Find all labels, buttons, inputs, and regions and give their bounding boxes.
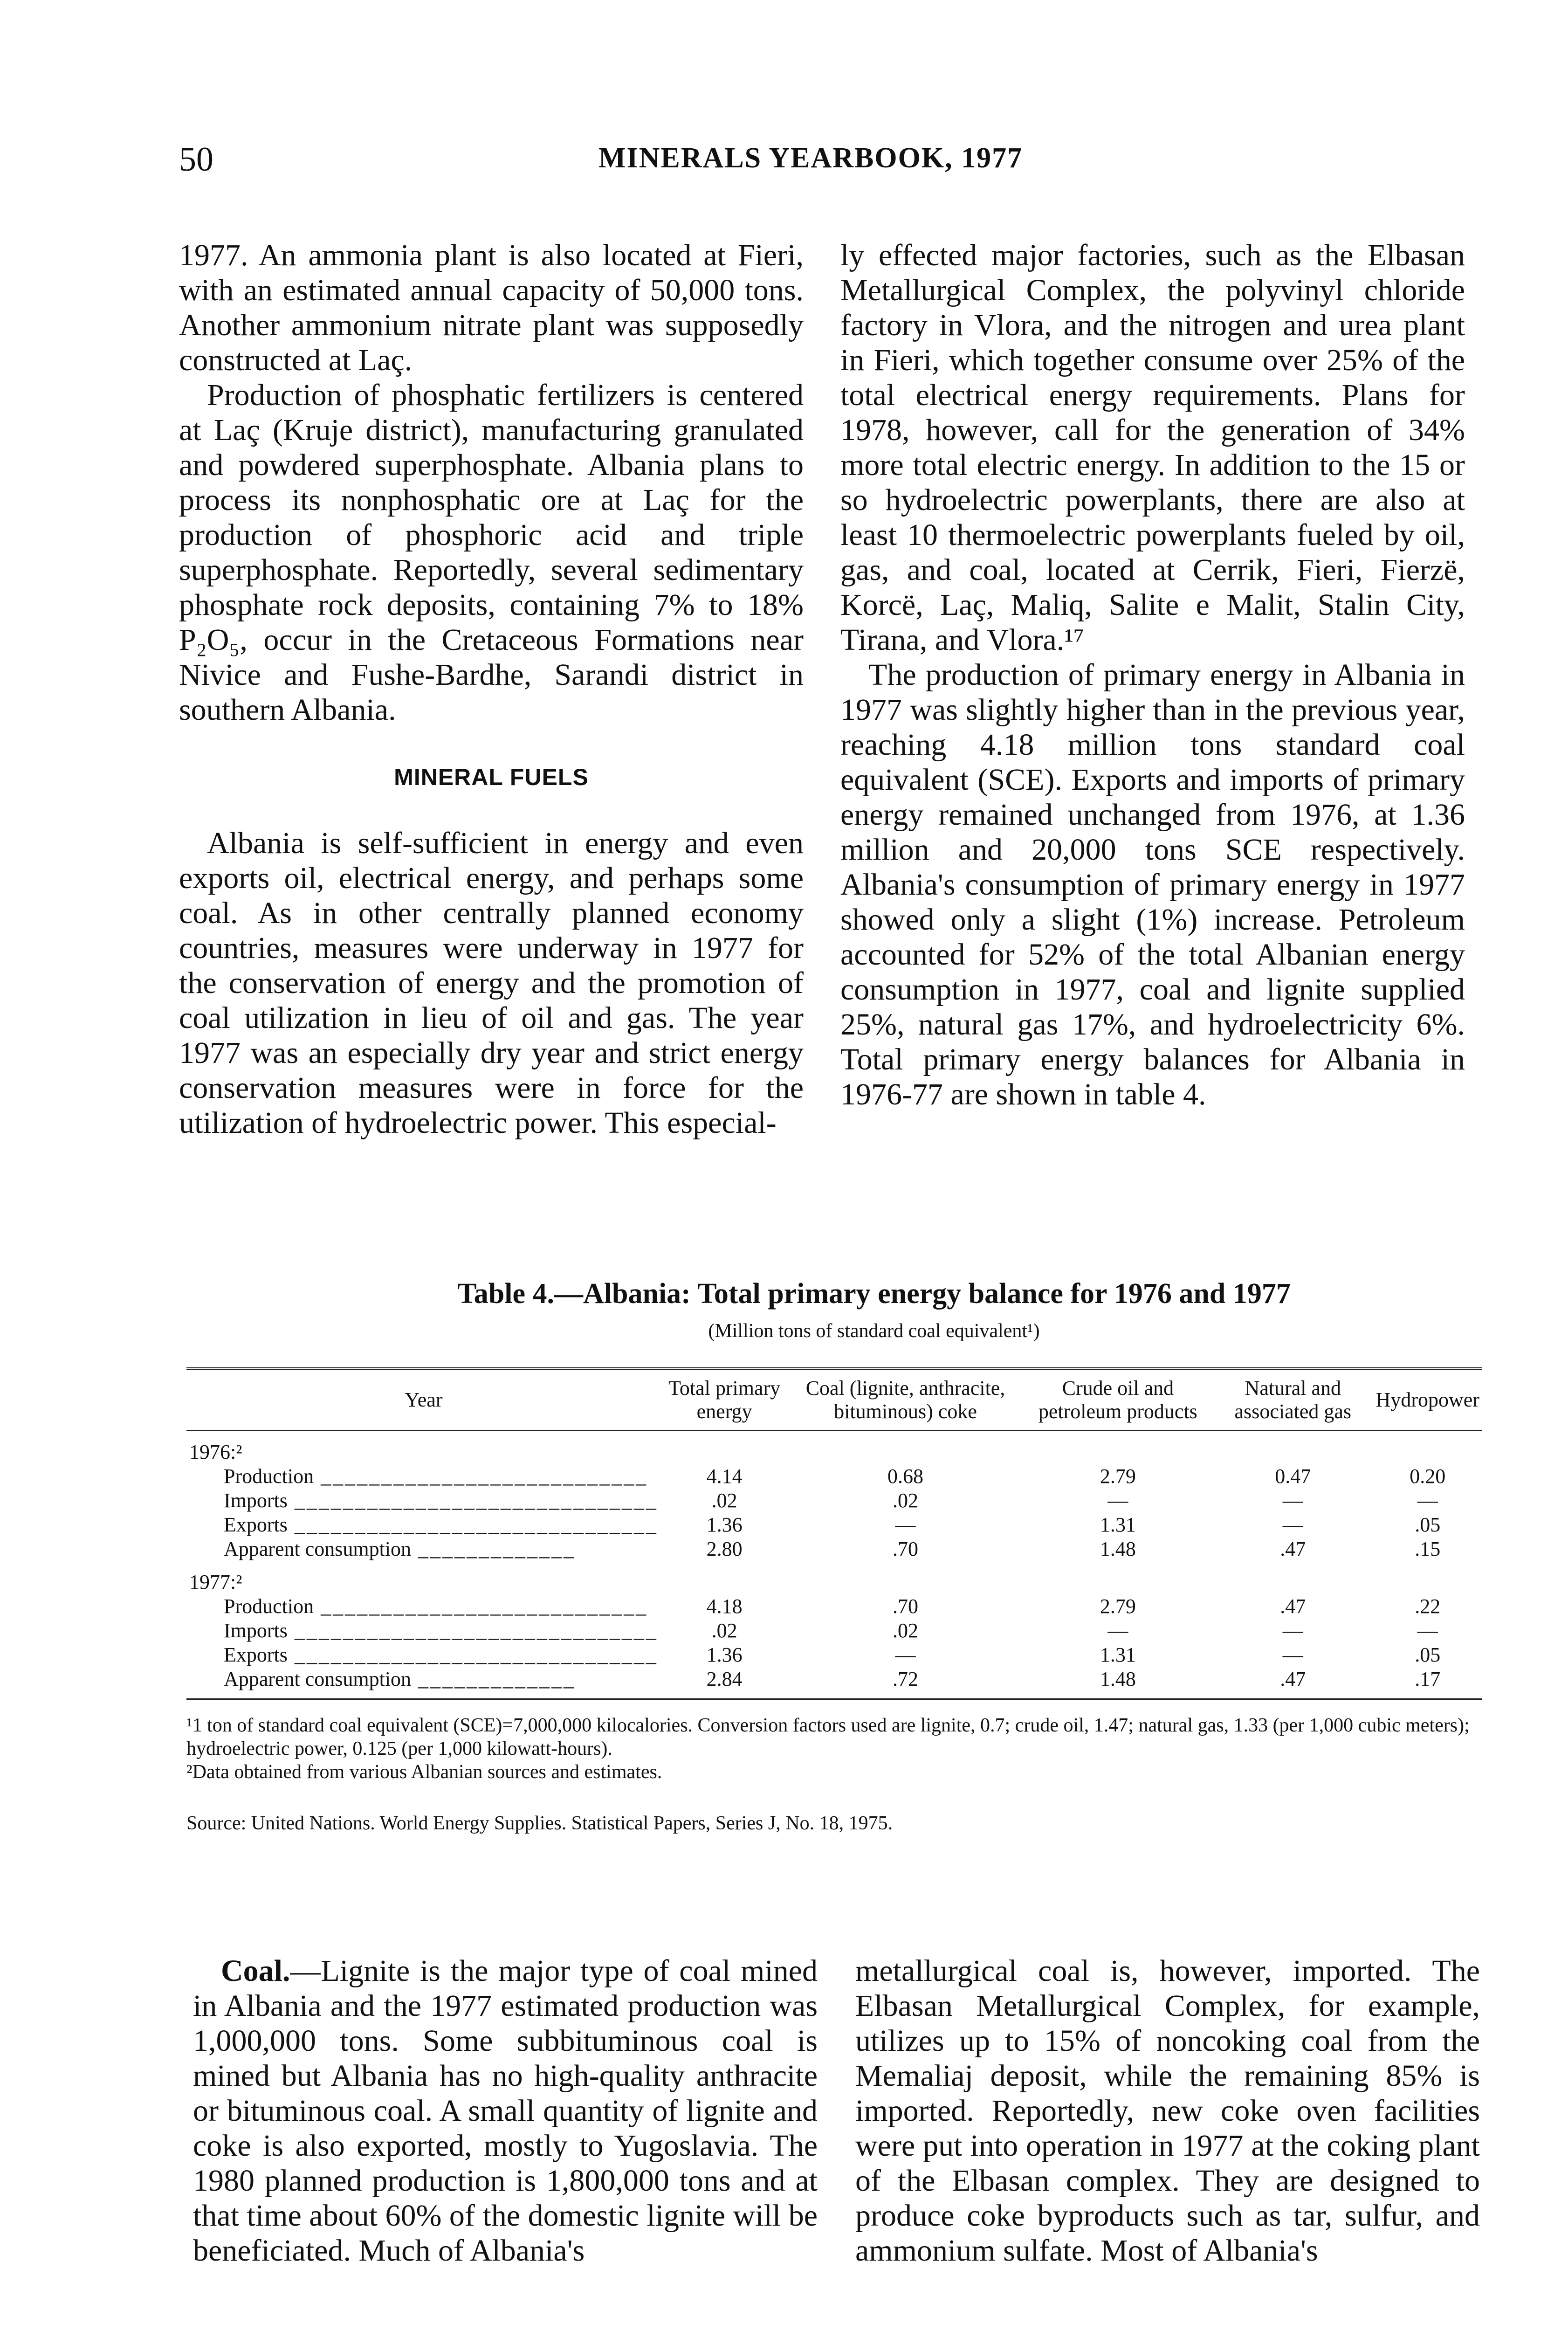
table-source: Source: United Nations. World Energy Supplies. Statistical Papers, Series J, No. 18, 1975. — [186, 1813, 893, 1834]
cell-gas: — — [1282, 1643, 1303, 1666]
cell-coal: .72 — [788, 1667, 1023, 1699]
cell-coal: — — [895, 1643, 916, 1666]
cell-crude: — — [1107, 1489, 1128, 1512]
cell-hydro: 0.20 — [1410, 1465, 1446, 1488]
energy-balance-table-block — [186, 1277, 1482, 1835]
paragraph-ammonia: 1977. An ammonia plant is also located at Fieri, with an estimated annual capacity of 50,000 tons. Another ammonium nitrate plant was supposedly constructed at Laç. — [179, 238, 804, 377]
cell-crude: — — [1107, 1619, 1128, 1642]
cell-hydro: .17 — [1373, 1667, 1482, 1699]
cell-total: .02 — [711, 1619, 737, 1642]
section-heading-mineral-fuels: MINERAL FUELS — [394, 764, 589, 790]
footnote-sce: ¹1 ton of standard coal equivalent (SCE)=7,000,000 kilocalories. Conversion factors used are lignite, 0.7; crude oil, 1.47; natural gas, 1.33 (per 1,000 cubic meters); hydroelectric power, 0.125 (per 1,000 kilowatt-hours). — [186, 1715, 1470, 1759]
cell-total: 2.84 — [661, 1667, 788, 1699]
cell-hydro: .15 — [1415, 1538, 1441, 1560]
cell-coal: .70 — [893, 1595, 919, 1618]
table-row — [186, 1464, 1482, 1489]
cell-gas: .47 — [1280, 1595, 1306, 1618]
table-title: Table 4.—Albania: Total primary energy balance for 1976 and 1977 — [457, 1278, 1291, 1310]
table-row — [186, 1537, 1482, 1561]
cell-hydro: .05 — [1415, 1643, 1441, 1666]
paragraph-coal — [193, 1953, 818, 2268]
cell-coal: 0.68 — [887, 1465, 924, 1488]
table-row — [186, 1594, 1482, 1619]
cell-total: 1.36 — [706, 1643, 743, 1666]
table-subtitle: (Million tons of standard coal equivalent¹) — [708, 1320, 1040, 1342]
cell-gas: .47 — [1213, 1667, 1373, 1699]
cell-total: 1.36 — [706, 1513, 743, 1536]
row-label: Production ___________________________ — [224, 1595, 648, 1618]
cell-total: .02 — [711, 1489, 737, 1512]
row-label: Apparent consumption _____________ — [224, 1538, 576, 1560]
table-group-row — [186, 1561, 1482, 1594]
group-label-1976: 1976:² — [189, 1441, 242, 1463]
cell-total: 4.14 — [706, 1465, 743, 1488]
table-header-row — [186, 1369, 1482, 1431]
cell-gas: — — [1282, 1513, 1303, 1536]
energy-balance-table — [186, 1367, 1482, 1700]
paragraph-major-factories: ly effected major factories, such as the Elbasan Metallurgical Complex, the polyvinyl chloride factory in Vlora, and the nitrogen and urea plant in Fieri, which together consume over 25% of the total electrical energy requirements. Plans for 1978, however, call for the generation of 34% more total electric energy. In addition to the 15 or so hydroelectric powerplants, there are also at least 10 thermoelectric powerplants fueled by oil, gas, and coal, located at Cerrik, Fieri, Fierzë, Korcë, Laç, Maliq, Salite e Malit, Stalin City, Tirana, and Vlora.¹⁷ — [840, 238, 1465, 657]
cell-hydro: — — [1417, 1489, 1438, 1512]
cell-total: 2.80 — [706, 1538, 743, 1560]
table-row — [186, 1619, 1482, 1643]
cell-crude: 1.31 — [1100, 1643, 1136, 1666]
table-row — [186, 1489, 1482, 1513]
row-label: Imports ______________________________ — [224, 1619, 658, 1642]
paragraph-coal-text: —Lignite is the major type of coal mined in Albania and the 1977 estimated production was 1,000,000 tons. Some subbituminous coal is mined but Albania has no high-quality anthracite or bituminous coal. A small quantity of lignite and coke is also exported, mostly to Yugoslavia. The 1980 planned production is 1,800,000 tons and at that time about 60% of the domestic lignite will be beneficiated. Much of Albania's — [193, 1954, 818, 2268]
cell-hydro: .22 — [1415, 1595, 1441, 1618]
col-header-crude-oil: Crude oil and petroleum products — [1023, 1369, 1213, 1431]
cell-crude: 1.31 — [1100, 1513, 1136, 1536]
paragraph-energy-self-sufficiency: Albania is self-sufficient in energy and even exports oil, electrical energy, and perhaps some coal. As in other centrally planned economy countries, measures were underway in 1977 for the conservation of energy and the promotion of coal utilization in lieu of oil and gas. The year 1977 was an especially dry year and strict energy conservation measures were in force for the utilization of hydroelectric power. This especial- — [179, 826, 804, 1140]
cell-hydro: .05 — [1415, 1513, 1441, 1536]
col-header-natural-gas: Natural and associated gas — [1213, 1369, 1373, 1431]
cell-coal: .02 — [893, 1489, 919, 1512]
table-row — [186, 1513, 1482, 1537]
cell-total: 4.18 — [706, 1595, 743, 1618]
run-in-heading-coal: Coal. — [221, 1954, 290, 1988]
row-label: Apparent consumption _____________ — [186, 1667, 661, 1699]
cell-gas: — — [1282, 1489, 1303, 1512]
row-label: Exports ______________________________ — [224, 1513, 658, 1536]
col-header-coal: Coal (lignite, anthracite, bituminous) coke — [788, 1369, 1023, 1431]
top-right-column — [840, 238, 1465, 1112]
table-group-row — [186, 1431, 1482, 1465]
paragraph-phosphatic-fertilizers: Production of phosphatic fertilizers is centered at Laç (Kruje district), manufacturing granulated and powdered superphosphate. Albania plans to process its nonphosphatic ore at Laç for the production of phosphoric acid and triple superphosphate. Reportedly, several sedimentary phosphate rock deposits, containing 7% to 18% P₂O₅, occur in the Cretaceous Formations near Nivice and Fushe-Bardhe, Sarandi district in southern Albania. — [179, 378, 804, 727]
cell-coal: .70 — [893, 1538, 919, 1560]
row-label: Imports ______________________________ — [224, 1489, 658, 1512]
paragraph-primary-energy-production: The production of primary energy in Albania in 1977 was slightly higher than in the previous year, reaching 4.18 million tons standard coal equivalent (SCE). Exports and imports of primary energy remained unchanged from 1976, at 1.36 million and 20,000 tons SCE respectively. Albania's consumption of primary energy in 1977 showed only a slight (1%) increase. Petroleum accounted for 52% of the total Albanian energy consumption in 1977, coal and lignite supplied 25%, natural gas 17%, and hydroelectricity 6%. Total primary energy balances for Albania in 1976-77 are shown in table 4. — [840, 658, 1465, 1111]
cell-crude: 1.48 — [1023, 1667, 1213, 1699]
cell-crude: 1.48 — [1100, 1538, 1136, 1560]
col-header-total: Total primary energy — [661, 1369, 788, 1431]
cell-coal: — — [895, 1513, 916, 1536]
cell-gas: .47 — [1280, 1538, 1306, 1560]
footnote-data-source: ²Data obtained from various Albanian sources and estimates. — [186, 1761, 662, 1783]
group-label-1977: 1977:² — [189, 1571, 242, 1593]
table-row — [186, 1667, 1482, 1699]
cell-gas: 0.47 — [1275, 1465, 1311, 1488]
cell-hydro: — — [1417, 1619, 1438, 1642]
page-number: 50 — [179, 140, 213, 179]
running-head — [179, 140, 1464, 191]
bottom-left-column — [193, 1953, 818, 2268]
paragraph-metallurgical-coal: metallurgical coal is, however, imported. The Elbasan Metallurgical Complex, for example, utilizes up to 15% of noncoking coal from the Memaliaj deposit, while the remaining 85% is imported. Reportedly, new coke oven facilities were put into operation in 1977 at the coking plant of the Elbasan complex. They are designed to produce coke byproducts such as tar, sulfur, and ammonium sulfate. Most of Albania's — [855, 1954, 1480, 2268]
table-row — [186, 1643, 1482, 1667]
bottom-right-column — [855, 1953, 1480, 2268]
cell-crude: 2.79 — [1100, 1465, 1136, 1488]
col-header-year: Year — [186, 1369, 661, 1431]
row-label: Exports ______________________________ — [224, 1643, 658, 1666]
cell-crude: 2.79 — [1100, 1595, 1136, 1618]
table-notes — [186, 1714, 1482, 1835]
top-left-column — [179, 238, 804, 1140]
cell-coal: .02 — [893, 1619, 919, 1642]
cell-gas: — — [1282, 1619, 1303, 1642]
running-title: MINERALS YEARBOOK, 1977 — [598, 142, 1023, 174]
row-label: Production ___________________________ — [224, 1465, 648, 1488]
col-header-hydropower: Hydropower — [1373, 1369, 1482, 1431]
